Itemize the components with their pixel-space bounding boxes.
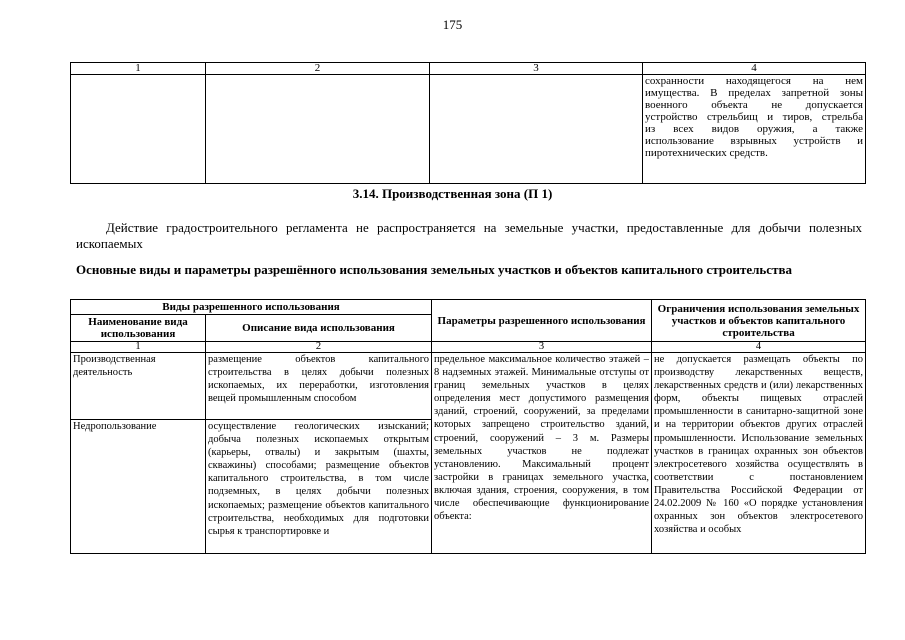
empty-cell — [206, 75, 430, 184]
table-row — [71, 75, 866, 184]
column-number: 1 — [71, 63, 206, 75]
header-restrictions: Ограничения использования земельных участков и объектов капитального строительства — [652, 300, 866, 342]
header-params: Параметры разрешенного использования — [432, 300, 652, 342]
column-number: 3 — [430, 63, 643, 75]
text-line: военного объекта не допускается — [645, 99, 863, 111]
restrictions-text: не допускается размещать объекты по производству лекарственных веществ, лекарственных средств и (или) лекарственных форм, объекты пищевых отраслей промышленности в санитарно-защитной зоне и на территории объектов других отраслей промышленности. Использование земельных участков в границах охранных зон объектов электросетевого хозяйства осуществлять в соответствии с постановлением Правительства Российской Федерации от 24.02.2009 № 160 «О порядке установления охранных зон объектов электросетевого хозяйства и особых — [654, 354, 864, 536]
intro-paragraph: Действие градостроительного регламента не распространяется на земельные участки, предоставленные для добычи полезных ископаемых — [76, 220, 862, 251]
text-line: устройство стрельбищ и тиров, стрельба — [645, 111, 863, 123]
parameters-cell — [432, 353, 652, 554]
use-description-cell — [206, 420, 432, 554]
main-table — [70, 299, 866, 554]
restriction-cell — [643, 75, 866, 184]
empty-cell — [430, 75, 643, 184]
header-group: Виды разрешенного использования — [71, 300, 432, 315]
use-description-cell: размещение объектов капитального строительства в целях добычи полезных ископаемых, их переработки, изготовления вещей промышленным способом — [206, 353, 432, 420]
column-number-row — [71, 342, 866, 353]
parameters-text: предельное максимальное количество этажей – 8 надземных этажей. Минимальные отступы от границ земельных участков в целях определения мест допустимого размещения зданий, строений, сооружений, за пределами которых запрещено строительство зданий, строений, сооружений – 3 м. Размеры земельных участков не подлежат установлению. Максимальный процент застройки в границах земельного участка, включая здания, строения, сооружения, в том числе обеспечивающие функционирование объекта: — [434, 354, 650, 523]
text-line: пиротехнических средств. — [645, 147, 768, 159]
page-number: 175 — [442, 17, 463, 32]
empty-cell — [71, 75, 206, 184]
column-number-row — [71, 63, 866, 75]
use-name-cell: Недропользование — [71, 420, 206, 554]
text-line: использование взрывных устройств и — [645, 135, 863, 147]
header-description: Описание вида использования — [206, 315, 432, 342]
column-number: 4 — [652, 342, 866, 353]
column-number: 1 — [71, 342, 206, 353]
column-number: 3 — [432, 342, 652, 353]
column-number: 2 — [206, 342, 432, 353]
section-title: 3.14. Производственная зона (П 1) — [352, 186, 553, 201]
column-number: 2 — [206, 63, 430, 75]
text-line: из всех видов оружия, а также — [645, 123, 863, 135]
continuation-table — [70, 62, 866, 184]
header-row — [71, 300, 866, 315]
text-line: имущества. В пределах запретной зоны — [645, 87, 863, 99]
use-name-cell: Производственная деятельность — [71, 353, 206, 420]
table-row — [71, 353, 866, 420]
restrictions-cell — [652, 353, 866, 554]
text-line: сохранности находящегося на нем — [645, 75, 863, 87]
header-name: Наименование вида использования — [71, 315, 206, 342]
main-heading: Основные виды и параметры разрешённого использования земельных участков и объектов капитального строительства — [76, 262, 792, 277]
use-description-text: осуществление геологических изысканий; добыча полезных ископаемых открытым (карьеры, отвалы) и закрытым (шахты, скважины) способами; размещение объектов капитального строительства, в том числе подземных, в целях добычи полезных ископаемых; размещение объектов капитального строительства, необходимых для подготовки сырья к транспортировке и — [208, 421, 430, 537]
column-number: 4 — [643, 63, 866, 75]
